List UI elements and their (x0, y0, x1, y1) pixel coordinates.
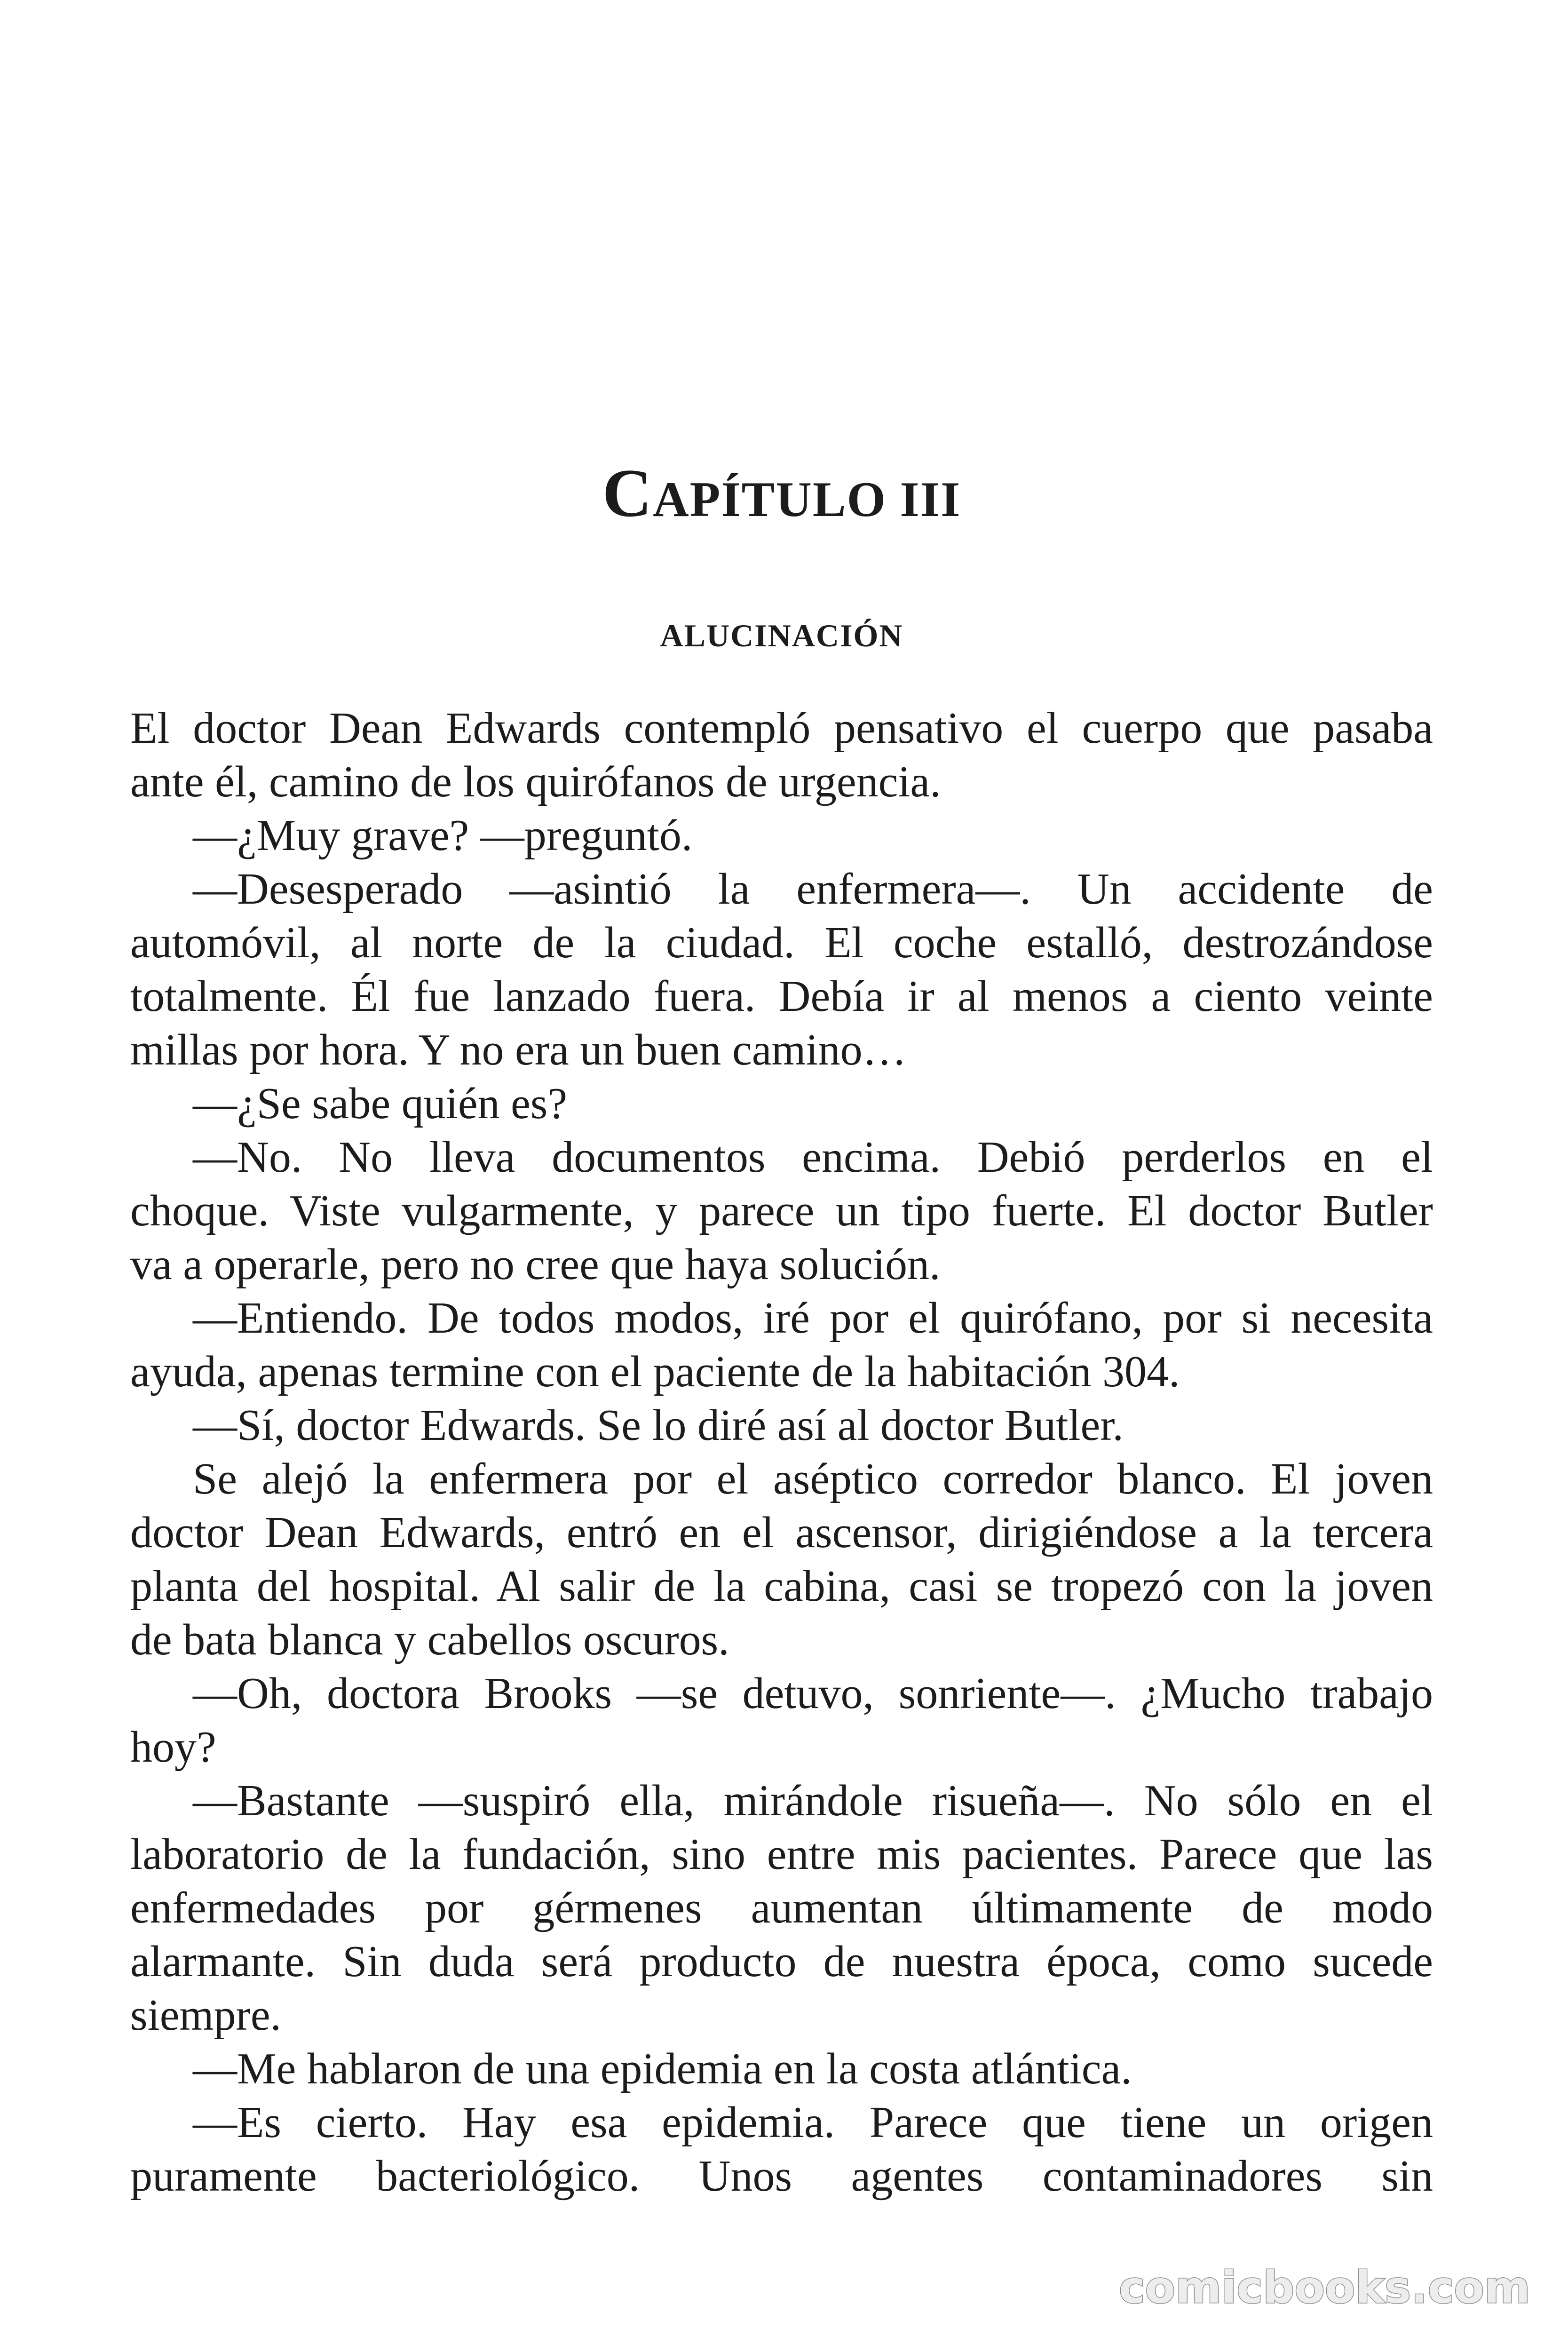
text-line: va a operarle, pero no cree que haya solución. (130, 1240, 941, 1289)
chapter-subtitle: ALUCINACIÓN (660, 618, 903, 653)
text-line: ante él, camino de los quirófanos de urgencia. (130, 757, 941, 806)
paragraph (130, 1291, 1433, 1398)
paragraph (130, 809, 1433, 862)
text-line: —¿Muy grave? —preguntó. (193, 811, 693, 860)
text-line: automóvil, al norte de la ciudad. El coche estalló, destrozándose (130, 918, 1433, 967)
paragraph (130, 2042, 1433, 2096)
text-line: —Entiendo. De todos modos, iré por el quirófano, por si necesita (193, 1294, 1433, 1343)
paragraph (130, 862, 1433, 1077)
text-line: hoy? (130, 1723, 216, 1772)
chapter-title: CAPÍTULO III (602, 455, 961, 531)
text-line: enfermedades por gérmenes aumentan últimamente de modo (130, 1883, 1433, 1932)
text-line: —Es cierto. Hay esa epidemia. Parece que tiene un origen (193, 2098, 1433, 2147)
text-line: de bata blanca y cabellos oscuros. (130, 1615, 729, 1664)
text-line: siempre. (130, 1991, 282, 2040)
chapter-body (130, 701, 1433, 2203)
text-line: —No. No lleva documentos encima. Debió perderlos en el (193, 1133, 1433, 1182)
text-line: laboratorio de la fundación, sino entre mis pacientes. Parece que las (130, 1830, 1433, 1879)
paragraph (130, 1398, 1433, 1452)
text-line: planta del hospital. Al salir de la cabina, casi se tropezó con la joven (130, 1562, 1433, 1611)
text-line: —Bastante —suspiró ella, mirándole risueña—. No sólo en el (193, 1776, 1433, 1825)
text-line: El doctor Dean Edwards contempló pensativo el cuerpo que pasaba (130, 704, 1433, 753)
text-line: choque. Viste vulgarmente, y parece un tipo fuerte. El doctor Butler (130, 1186, 1433, 1235)
text-line: —Desesperado —asintió la enfermera—. Un accidente de (193, 865, 1433, 914)
paragraph (130, 2096, 1433, 2203)
paragraph (130, 1452, 1433, 1667)
text-line: puramente bacteriológico. Unos agentes contaminadores sin (130, 2152, 1433, 2201)
text-line: alarmante. Sin duda será producto de nuestra época, como sucede (130, 1937, 1433, 1986)
text-line: —Oh, doctora Brooks —se detuvo, sonriente—. ¿Mucho trabajo (193, 1669, 1433, 1718)
text-line: —Sí, doctor Edwards. Se lo diré así al doctor Butler. (193, 1401, 1124, 1450)
text-line: —¿Se sabe quién es? (193, 1079, 568, 1128)
text-line: Se alejó la enfermera por el aséptico corredor blanco. El joven (193, 1454, 1433, 1503)
watermark: comicbooks.com (1118, 2262, 1530, 2313)
paragraph (130, 1774, 1433, 2042)
paragraph (130, 1077, 1433, 1130)
text-line: —Me hablaron de una epidemia en la costa atlántica. (193, 2044, 1132, 2093)
text-line: doctor Dean Edwards, entró en el ascensor, dirigiéndose a la tercera (130, 1508, 1433, 1557)
paragraph (130, 701, 1433, 809)
text-line: ayuda, apenas termine con el paciente de la habitación 304. (130, 1347, 1180, 1396)
text-line: millas por hora. Y no era un buen camino… (130, 1025, 907, 1074)
text-line: totalmente. Él fue lanzado fuera. Debía ir al menos a ciento veinte (130, 972, 1433, 1021)
paragraph (130, 1130, 1433, 1291)
paragraph (130, 1667, 1433, 1774)
